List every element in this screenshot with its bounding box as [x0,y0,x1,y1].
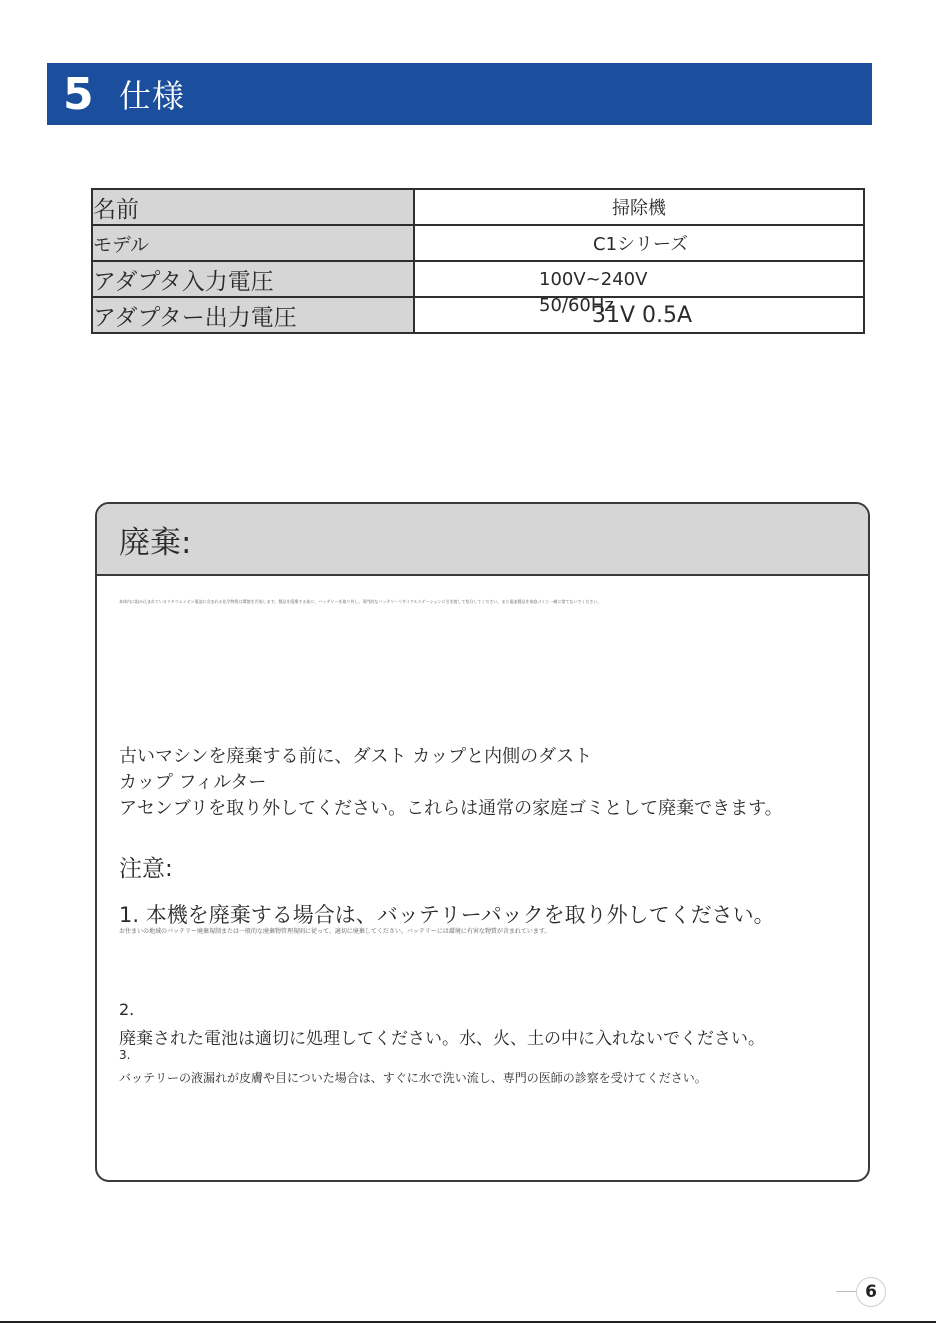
spec-value-cell [414,225,864,261]
page-number: 6 [856,1277,886,1307]
spec-table [91,188,865,334]
spec-row-output-voltage [92,297,864,333]
spec-value: 100V~240V [539,268,648,290]
spec-value: 31V 0.5A [592,303,693,328]
section-title: 仕様 [119,77,186,115]
bottom-rule [0,1321,936,1323]
spec-label: アダプター出力電圧 [92,297,414,333]
page-number-dash [836,1291,856,1292]
spec-row-name [92,189,864,225]
paragraph-line: アセンブリを取り外してください。これらは通常の家庭ゴミとして廃棄できます。 [119,798,783,819]
paragraph-line: カップ フィルター [119,772,267,793]
spec-value-cell [414,297,864,333]
spec-value: 掃除機 [612,198,666,219]
section-number: 5 [63,68,94,120]
spec-row-model [92,225,864,261]
spec-row-input-voltage [92,261,864,297]
disposal-title: 廃棄: [119,524,192,561]
caution-item-1: 1. 本機を廃棄する場合は、バッテリーパックを取り外してください。 [119,903,775,927]
caution-item-2: 廃棄された電池は適切に処理してください。水、火、土の中に入れないでください。 [119,1029,765,1049]
caution-title: 注意: [119,856,173,882]
spec-label: アダプタ入力電圧 [92,261,414,297]
section-header [47,63,872,125]
disposal-header [97,504,868,576]
spec-label: 名前 [92,189,414,225]
caution-item-3: バッテリーの液漏れが皮膚や目についた場合は、すぐに水で洗い流し、専門の医師の診察を受けてください。 [119,1071,707,1085]
caution-item-2-number: 2. [119,1000,135,1019]
caution-item-1-fine-print: お住まいの地域のバッテリー廃棄規制または一般的な廃棄物管理規則に従って、適切に廃棄してください。バッテリーには環境に有害な物質が含まれています。 [119,928,551,935]
spec-value-frequency: 50/60Hz [539,295,614,316]
disposal-fine-print: 本体内に組み込まれているリチウムイオン電池に含まれる化学物質は環境を汚染します。製品を廃棄する前に、バッテリーを取り外し、専門的なバッテリーリサイクルステーションに引き渡して処分してください。また電池製品を家庭ゴミと一緒に捨てないでください。 [119,599,602,604]
caution-item-3-number: 3. [119,1048,131,1062]
spec-value-cell [414,189,864,225]
spec-value: C1シリーズ [593,234,689,255]
disposal-panel [95,502,870,1182]
spec-value-cell [414,261,864,297]
disposal-paragraph [119,744,783,822]
spec-label: モデル [92,225,414,261]
paragraph-line: 古いマシンを廃棄する前に、ダスト カップと内側のダスト [119,746,593,767]
